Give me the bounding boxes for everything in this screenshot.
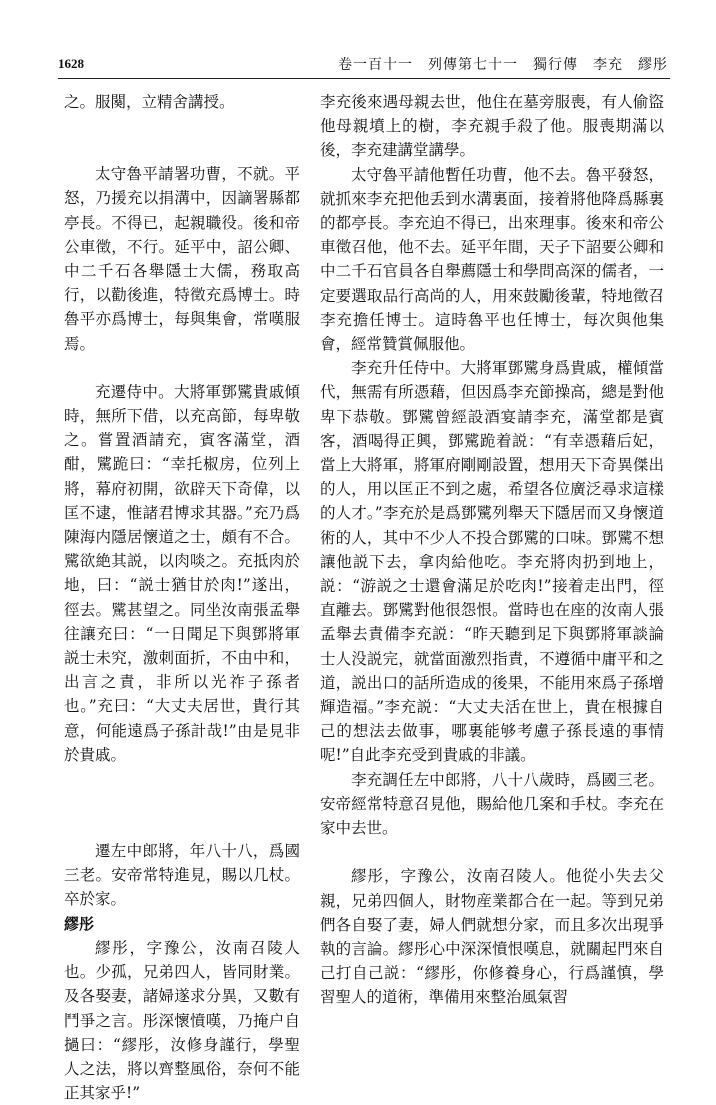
classical-text-column bbox=[64, 90, 300, 1105]
page-number: 1628 bbox=[58, 56, 84, 71]
spacer bbox=[320, 840, 664, 864]
paragraph: 李充調任左中郎將，八十八歲時，爲國三老。安帝經常特意召見他，賜給他几案和手杖。李充在家中去世。 bbox=[320, 770, 664, 838]
paragraph: 繆彤，字豫公，汝南召陵人。他從小失去父親，兄弟四個人，財物産業都合在一起。等到兄弟們各自娶了妻，婦人們就想分家，而且多次出現爭執的言論。繆彤心中深深憤恨嘆息，就關起門來自己打自己説：“繆彤，你修養身心，行爲謹慎，學習聖人的道術，準備用來整治風氣習 bbox=[320, 867, 664, 1007]
paragraph: 遷左中郎將，年八十八，爲國三老。安帝常特進見，賜以几杖。卒於家。 bbox=[64, 842, 300, 909]
paragraph: 太守魯平請他暫任功曹，他不去。魯平發怒，就抓來李充把他丢到水溝裏面，接着將他降爲縣裏的都亭長。李充迫不得已，出來理事。後來和帝公車徵召他，他不去。延平年間，天子下詔要公卿和中二千石官員各自舉薦隱士和學問高深的儒者，一定要選取品行高尚的人，用來鼓勵後輩，特地徵召李充擔任博士。這時魯平也任博士，每次與他集會，經常贊賞佩服他。 bbox=[320, 165, 664, 354]
section-title: 繆彤 bbox=[64, 914, 95, 933]
spacer bbox=[64, 815, 300, 839]
running-head: 卷一百十一 列傳第七十一 獨行傳 李充 繆彤 bbox=[338, 57, 668, 73]
spacer bbox=[64, 767, 300, 791]
spacer bbox=[64, 114, 300, 138]
translation-column bbox=[320, 90, 664, 1010]
paragraph: 太守魯平請署功曹，不就。平怒，乃援充以捐溝中，因謫署縣都亭長。不得已，起親職役。後和帝公車徵，不行。延平中，詔公卿、中二千石各舉隱士大儒，務取高行，以勸後進，特徵充爲博士。時魯平亦爲博士，每與集會，常嘆服焉。 bbox=[64, 165, 300, 353]
spacer bbox=[64, 791, 300, 815]
paragraph: 李充後來遇母親去世，他住在墓旁服喪，有人偷盜他母親墳上的樹，李充親手殺了他。服喪期滿以後，李充建講堂講學。 bbox=[320, 93, 664, 160]
paragraph: 繆彤，字豫公，汝南召陵人也。少孤，兄弟四人，皆同財業。及各娶妻，諸婦遂求分異，又數有鬥爭之言。彤深懷憤嘆，乃掩户自撾曰：“繆彤，汝修身謹行，學聖人之法，將以齊整風俗，奈何不能正其家乎!” bbox=[64, 938, 300, 1103]
header-rule bbox=[58, 78, 670, 79]
spacer bbox=[64, 356, 300, 380]
paragraph: 充遷侍中。大將軍鄧騭貴戚傾時，無所下借，以充高節，每卑敬之。嘗置酒請充，賓客滿堂，酒酣，騭跪曰：“幸托椒房，位列上將，幕府初開，欲辟天下奇偉，以匡不逮，惟諸君博求其器。”充乃爲陳海内隱居懷道之士，頗有不合。騭欲絶其説，以肉啖之。充抵肉於地，曰：“説士猶甘於肉!”遂出，徑去。騭甚望之。同坐汝南張孟舉往讓充曰：“一日聞足下與鄧將軍説士未究，激刺面折，不由中和，出言之責，非所以光祚子孫者也。”充曰：“大丈夫居世，貴行其意，何能遠爲子孫計哉!”由是見非於貴戚。 bbox=[64, 382, 300, 764]
paragraph: 李充升任侍中。大將軍鄧騭身爲貴戚，權傾當代，無需有所憑藉，但因爲李充節操高，總是對他卑下恭敬。鄧騭曾經設酒宴請李充，滿堂都是賓客，酒喝得正興，鄧騭跪着説：“有幸憑藉后妃，當上大將軍，將軍府剛剛設置，想用天下奇異傑出的人，用以匡正不到之處，希望各位廣泛尋求這樣的人才。”李充於是爲鄧騭列舉天下隱居而又身懷道術的人，其中不少人不投合鄧騭的口味。鄧騭不想讓他説下去，拿肉給他吃。李充將肉扔到地上，説：“游説之士還會滿足於吃肉!”接着走出門，徑直離去。鄧騭對他很怨恨。當時也在座的汝南人張孟舉去責備李充説：“昨天聽到足下與鄧將軍談論士人没説完，就當面激烈指責，不遵循中庸平和之道，説出口的話所造成的後果，不能用來爲子孫增輝造福。”李充説：“大丈夫活在世上，貴在根據自己的想法去做事，哪裏能够考慮子孫長遠的事情呢!”自此李充受到貴戚的非議。 bbox=[320, 359, 664, 765]
page-header bbox=[58, 52, 668, 76]
spacer bbox=[64, 138, 300, 162]
paragraph: 之。服闋，立精舍講授。 bbox=[64, 93, 235, 111]
